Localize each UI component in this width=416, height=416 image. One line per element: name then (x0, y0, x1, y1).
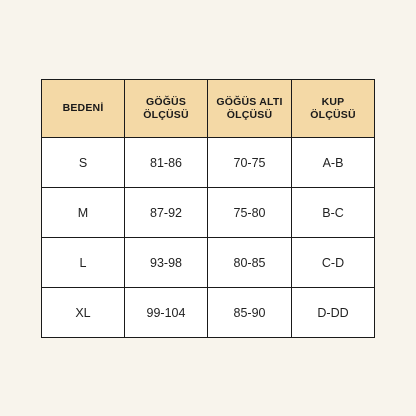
table-header (42, 80, 375, 138)
table-row (42, 288, 375, 338)
header-size-label: BEDENİ (62, 102, 104, 114)
cell-bust: 93-98 (125, 238, 208, 288)
cell-size: M (42, 188, 125, 238)
header-underbust (208, 80, 292, 138)
cell-bust: 99-104 (125, 288, 208, 338)
cell-size: XL (42, 288, 125, 338)
table-row (42, 138, 375, 188)
cell-cup: A-B (292, 138, 375, 188)
header-underbust-label: GÖĞÜS ALTI ÖLÇÜSÜ (216, 95, 283, 121)
header-row (42, 80, 375, 138)
header-size (42, 80, 125, 138)
cell-cup: C-D (292, 238, 375, 288)
size-chart-table (41, 79, 375, 338)
cell-underbust: 85-90 (208, 288, 292, 338)
table-row (42, 188, 375, 238)
cell-size: L (42, 238, 125, 288)
cell-underbust: 75-80 (208, 188, 292, 238)
cell-bust: 87-92 (125, 188, 208, 238)
cell-size: S (42, 138, 125, 188)
table-row (42, 238, 375, 288)
header-bust (125, 80, 208, 138)
cell-cup: D-DD (292, 288, 375, 338)
cell-bust: 81-86 (125, 138, 208, 188)
cell-underbust: 80-85 (208, 238, 292, 288)
table-body (42, 138, 375, 338)
header-bust-label: GÖĞÜS ÖLÇÜSÜ (143, 95, 189, 121)
header-cup-label: KUP ÖLÇÜSÜ (310, 95, 356, 121)
cell-underbust: 70-75 (208, 138, 292, 188)
header-cup (292, 80, 375, 138)
cell-cup: B-C (292, 188, 375, 238)
